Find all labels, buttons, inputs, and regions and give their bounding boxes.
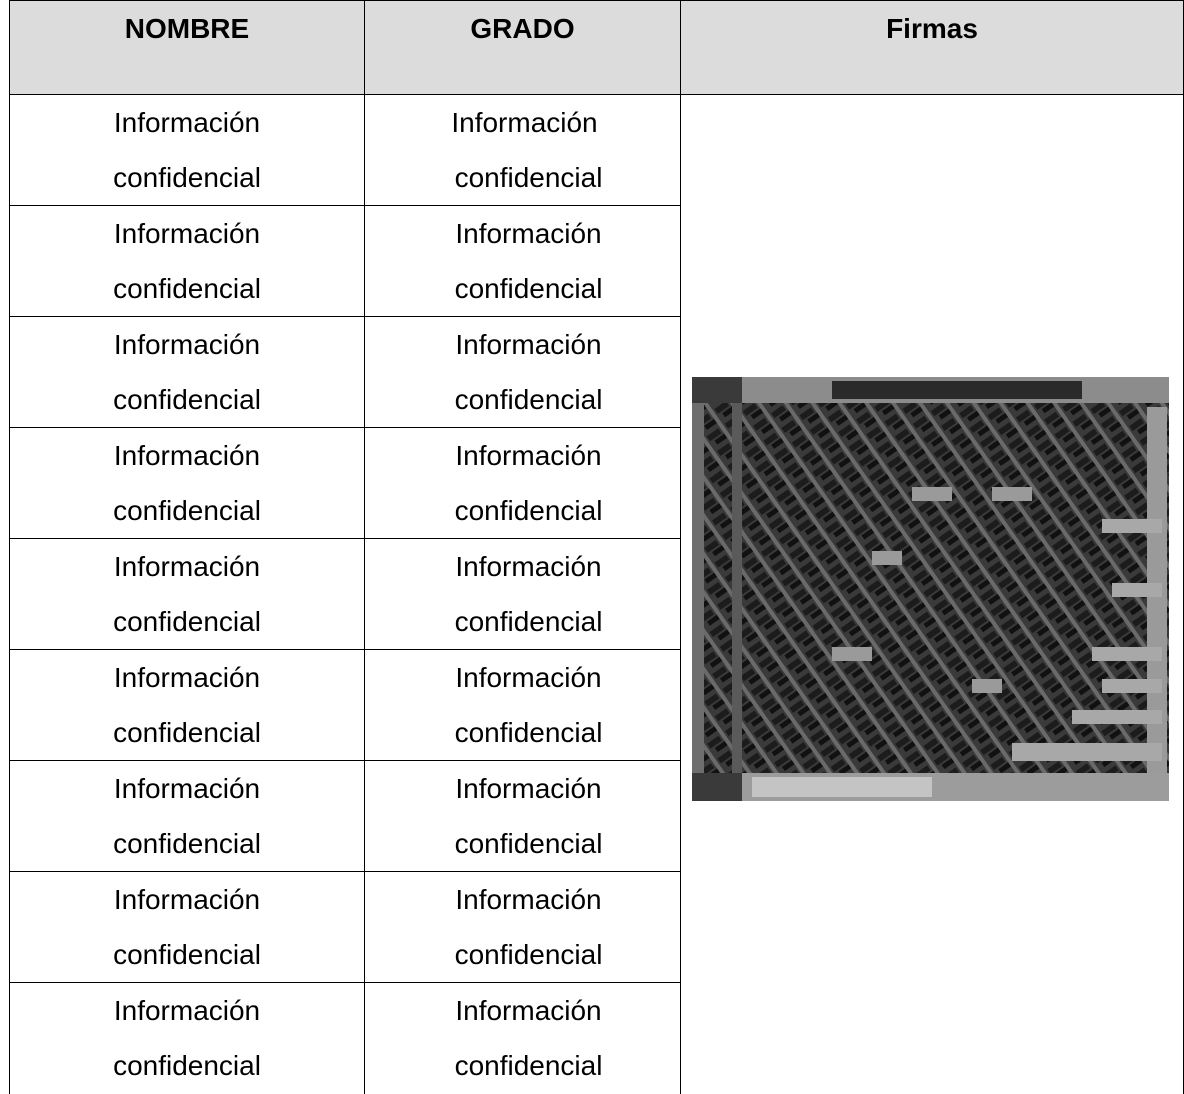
signatures-cell — [681, 95, 1184, 1094]
personnel-table — [9, 0, 1184, 1094]
name-cell — [10, 650, 365, 761]
name-line-1: Información — [113, 329, 261, 360]
grade-line-2: confidencial — [454, 828, 603, 859]
name-line-2: confidencial — [113, 384, 261, 415]
grade-cell — [365, 539, 681, 650]
name-line-2: confidencial — [113, 606, 261, 637]
name-line-2: confidencial — [113, 828, 261, 859]
name-line-1: Información — [113, 884, 261, 915]
name-cell — [10, 428, 365, 539]
name-cell — [10, 539, 365, 650]
grade-cell — [365, 317, 681, 428]
header-grado: GRADO — [365, 1, 681, 95]
grade-line-2: confidencial — [454, 1050, 603, 1081]
name-line-1: Información — [113, 551, 261, 582]
name-line-2: confidencial — [113, 162, 261, 193]
name-cell — [10, 872, 365, 983]
grade-cell — [365, 206, 681, 317]
grade-cell — [365, 95, 681, 206]
grade-line-1: Información — [455, 995, 602, 1026]
header-nombre: NOMBRE — [10, 1, 365, 95]
grade-line-1: Información — [455, 884, 602, 915]
name-cell — [10, 983, 365, 1094]
name-line-2: confidencial — [113, 1050, 261, 1081]
name-cell — [10, 317, 365, 428]
grade-line-2: confidencial — [454, 939, 603, 970]
name-line-2: confidencial — [113, 717, 261, 748]
table-header-row — [10, 1, 1184, 95]
redacted-signature-icon — [692, 377, 1169, 801]
name-line-2: confidencial — [113, 495, 261, 526]
name-line-1: Información — [113, 440, 261, 471]
name-line-1: Información — [113, 662, 261, 693]
grade-line-1: Información — [455, 773, 602, 804]
grade-cell — [365, 872, 681, 983]
grade-line-1: Información — [455, 662, 602, 693]
grade-cell — [365, 428, 681, 539]
name-cell — [10, 206, 365, 317]
grade-line-1: Información — [455, 218, 602, 249]
name-line-1: Información — [113, 995, 261, 1026]
grade-line-2: confidencial — [454, 384, 603, 415]
grade-cell — [365, 650, 681, 761]
grade-line-2: confidencial — [454, 162, 603, 193]
grade-line-2: confidencial — [454, 606, 603, 637]
header-firmas: Firmas — [681, 1, 1184, 95]
grade-line-2: confidencial — [454, 273, 603, 304]
name-line-1: Información — [113, 107, 261, 138]
grade-cell — [365, 761, 681, 872]
table-row — [10, 95, 1184, 206]
grade-line-2: confidencial — [454, 495, 603, 526]
name-cell — [10, 761, 365, 872]
grade-line-1: Información — [451, 107, 598, 138]
grade-line-1: Información — [455, 329, 602, 360]
grade-line-1: Información — [455, 551, 602, 582]
name-line-1: Información — [113, 218, 261, 249]
grade-cell — [365, 983, 681, 1094]
name-line-2: confidencial — [113, 273, 261, 304]
name-line-2: confidencial — [113, 939, 261, 970]
name-cell — [10, 95, 365, 206]
name-line-1: Información — [113, 773, 261, 804]
grade-line-2: confidencial — [454, 717, 603, 748]
grade-line-1: Información — [455, 440, 602, 471]
